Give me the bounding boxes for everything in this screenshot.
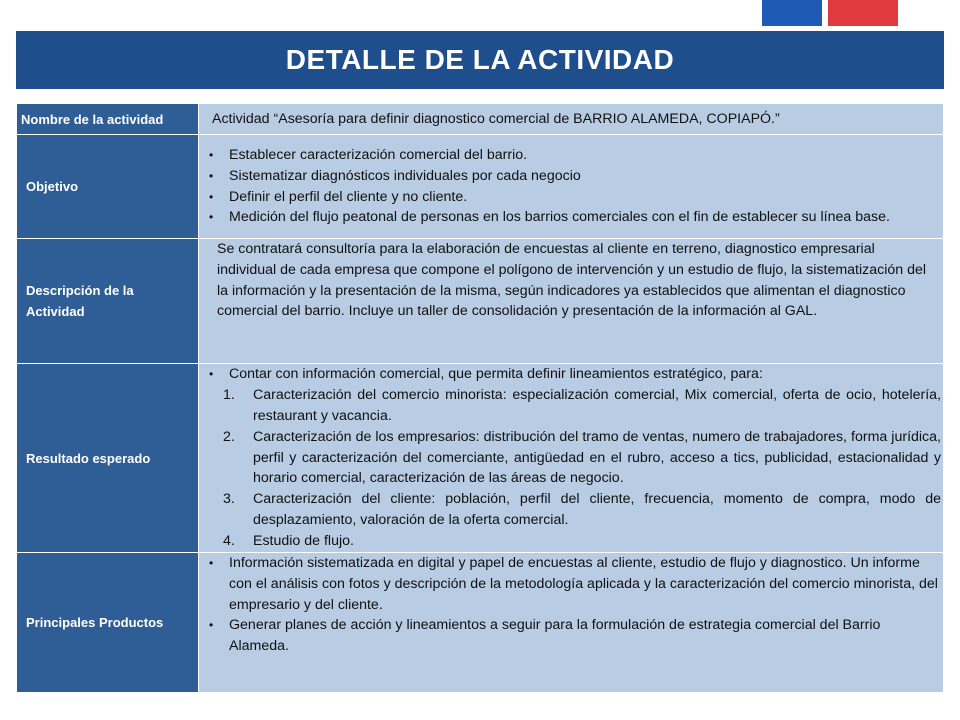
row-resultado <box>17 364 944 553</box>
page-title-bar <box>16 31 944 89</box>
label-productos: Principales Productos <box>17 553 199 693</box>
item-number: 4. <box>223 532 235 549</box>
objetivo-item: • Establecer caracterización comercial del barrio. <box>199 145 941 166</box>
item-text: Caracterización de los empresarios: distribución del tramo de ventas, numero de trabajadores, forma jurídica, perfil y caracterización del comerciante, antigüedad en el rubro, acceso a tics, publicidad, estacionalidad y horario comercial, caracterización de las áreas de negocio. <box>253 428 941 487</box>
nombre-value: Actividad “Asesoría para definir diagnostico comercial de BARRIO ALAMEDA, COPIAPÓ.” <box>212 110 780 127</box>
item-text: Estudio de flujo. <box>253 532 354 549</box>
objetivo-item: • Medición del flujo peatonal de personas en los barrios comerciales con el fin de establecer su línea base. <box>199 207 941 228</box>
descripcion-text: Se contratará consultoría para la elaboración de encuestas al cliente en terreno, diagnostico empresarial individual de cada empresa que compone el polígono de intervención y un estudio de flujo, la sistematización del la información y la presentación de la misma, según indicadores ya establecidos que alimentan el diagnostico comercial del barrio. Incluye un taller de consolidación y presentación de la información al GAL. <box>217 241 927 320</box>
label-objetivo: Objetivo <box>17 135 199 239</box>
objetivo-item: • Definir el perfil del cliente y no cliente. <box>199 187 941 208</box>
item-number: 3. <box>223 491 235 508</box>
flag-blue-block <box>762 0 822 26</box>
resultado-item <box>199 427 941 489</box>
item-text: Caracterización del cliente: población, perfil del cliente, frecuencia, momento de compra, modo de desplazamiento, valoración de la oferta comercial. <box>253 491 941 528</box>
resultado-item <box>199 385 941 427</box>
page-title: DETALLE DE LA ACTIVIDAD <box>285 44 675 75</box>
cell-resultado <box>199 364 944 553</box>
label-resultado: Resultado esperado <box>17 364 199 553</box>
row-nombre <box>17 104 944 135</box>
flag-red-block <box>828 0 898 26</box>
cell-nombre <box>199 104 944 135</box>
item-number: 2. <box>223 428 235 445</box>
row-productos <box>17 553 944 693</box>
row-descripcion <box>17 239 944 364</box>
cell-productos <box>199 553 944 693</box>
resultado-item <box>199 531 941 552</box>
cell-descripcion <box>199 239 944 364</box>
cell-objetivo <box>199 135 944 239</box>
chile-flag-stripe <box>762 0 898 26</box>
resultado-item <box>199 489 941 531</box>
productos-item: • Información sistematizada en digital y papel de encuestas al cliente, estudio de flujo y diagnostico. Un informe con el análisis con fotos y descripción de la metodología aplicada y la caracterización del comercio minorista, del empresario y del cliente. <box>199 553 941 615</box>
objetivo-item: • Sistematizar diagnósticos individuales por cada negocio <box>199 166 941 187</box>
row-objetivo <box>17 135 944 239</box>
resultado-intro: • Contar con información comercial, que permita definir lineamientos estratégico, para: <box>199 364 941 385</box>
label-nombre: Nombre de la actividad <box>17 104 199 135</box>
activity-detail-table <box>16 103 944 693</box>
objetivo-list <box>199 145 941 228</box>
item-text: Caracterización del comercio minorista: especialización comercial, Mix comercial, oferta de ocio, hotelería, restaurant y vacancia. <box>253 387 941 424</box>
label-descripcion: Descripción de la Actividad <box>17 239 199 364</box>
resultado-list <box>199 364 941 385</box>
resultado-numbered-list <box>199 385 941 551</box>
productos-list <box>199 553 941 657</box>
productos-item: • Generar planes de acción y lineamientos a seguir para la formulación de estrategia comercial del Barrio Alameda. <box>199 615 941 657</box>
item-number: 1. <box>223 387 235 404</box>
